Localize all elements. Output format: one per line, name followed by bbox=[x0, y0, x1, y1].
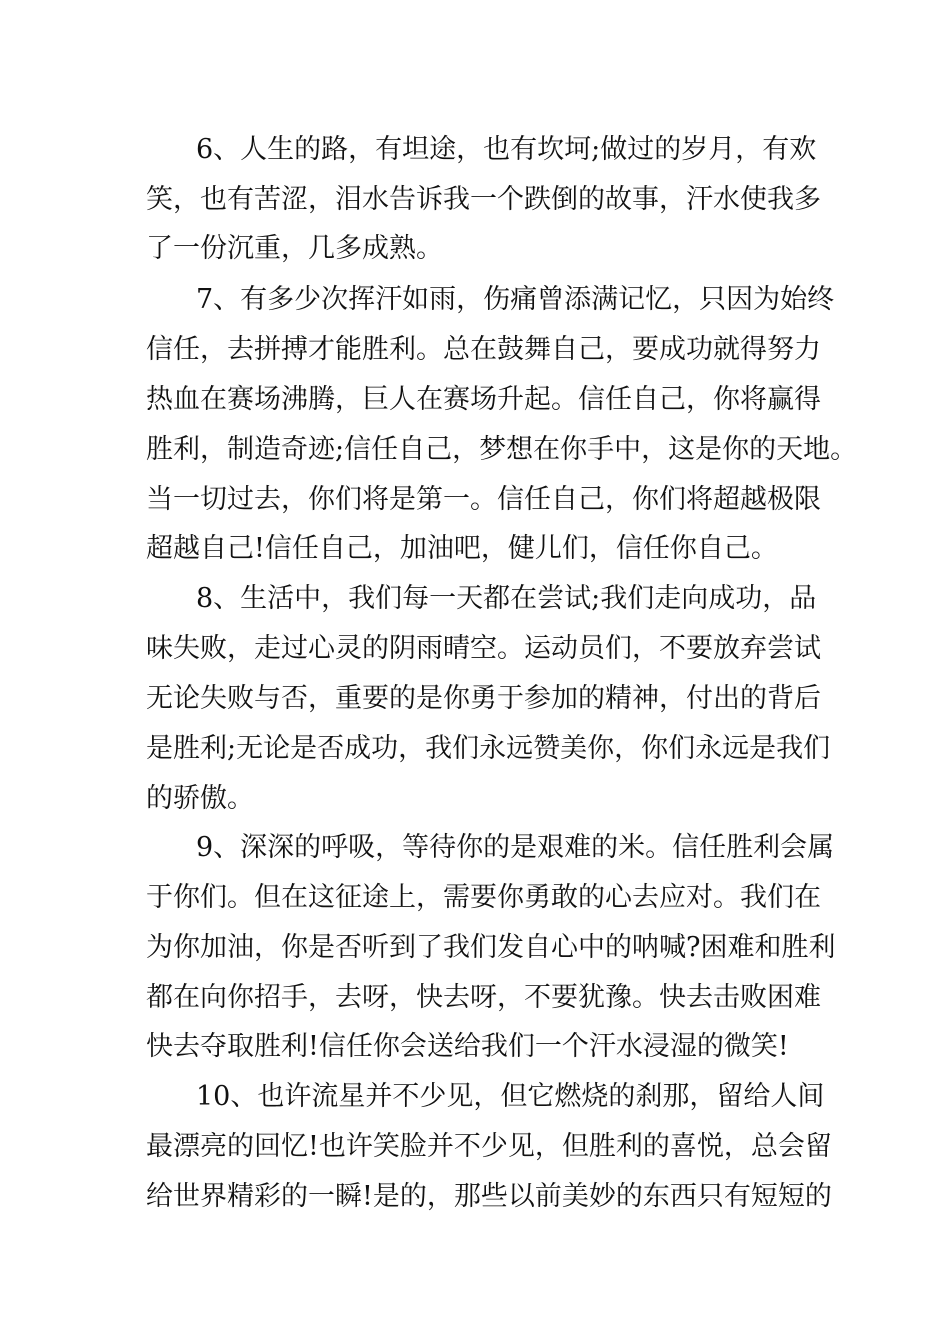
text-line: 超越自己!信任自己，加油吧，健儿们，信任你自己。 bbox=[146, 533, 778, 564]
text-line: 给世界精彩的一瞬!是的，那些以前美妙的东西只有短短的 bbox=[146, 1181, 832, 1212]
text-line: 为你加油，你是否听到了我们发自心中的呐喊?困难和胜利 bbox=[146, 932, 836, 963]
text-line: 最漂亮的回忆!也许笑脸并不少见，但胜利的喜悦，总会留 bbox=[146, 1131, 832, 1162]
text-line: 9、深深的呼吸，等待你的是艰难的米。信任胜利会属 bbox=[196, 832, 835, 863]
text-line: 快去夺取胜利!信任你会送给我们一个汗水浸湿的微笑! bbox=[146, 1031, 789, 1062]
text-line: 于你们。但在这征途上，需要你勇敢的心去应对。我们在 bbox=[146, 882, 821, 913]
text-line: 10、也许流星并不少见，但它燃烧的刹那，留给人间 bbox=[196, 1081, 825, 1112]
text-line: 7、有多少次挥汗如雨，伤痛曾添满记忆，只因为始终 bbox=[196, 284, 835, 315]
text-line: 味失败，走过心灵的阴雨晴空。运动员们，不要放弃尝试 bbox=[146, 633, 821, 664]
text-line: 胜利，制造奇迹;信任自己，梦想在你手中，这是你的天地。 bbox=[146, 434, 858, 465]
text-line: 6、人生的路，有坦途，也有坎坷;做过的岁月，有欢 bbox=[196, 134, 817, 165]
text-line: 当一切过去，你们将是第一。信任自己，你们将超越极限 bbox=[146, 484, 821, 515]
text-line: 信任，去拼搏才能胜利。总在鼓舞自己，要成功就得努力 bbox=[146, 334, 821, 365]
text-line: 无论失败与否，重要的是你勇于参加的精神，付出的背后 bbox=[146, 683, 821, 714]
text-line: 8、生活中，我们每一天都在尝试;我们走向成功，品 bbox=[196, 583, 817, 614]
text-line: 热血在赛场沸腾，巨人在赛场升起。信任自己，你将赢得 bbox=[146, 384, 821, 415]
text-line: 是胜利;无论是否成功，我们永远赞美你，你们永远是我们 bbox=[146, 733, 831, 764]
text-line: 都在向你招手，去呀，快去呀，不要犹豫。快去击败困难 bbox=[146, 982, 821, 1013]
text-line: 笑，也有苦涩，泪水告诉我一个跌倒的故事，汗水使我多 bbox=[146, 184, 821, 215]
text-line: 了一份沉重，几多成熟。 bbox=[146, 233, 443, 264]
text-line: 的骄傲。 bbox=[146, 783, 254, 814]
